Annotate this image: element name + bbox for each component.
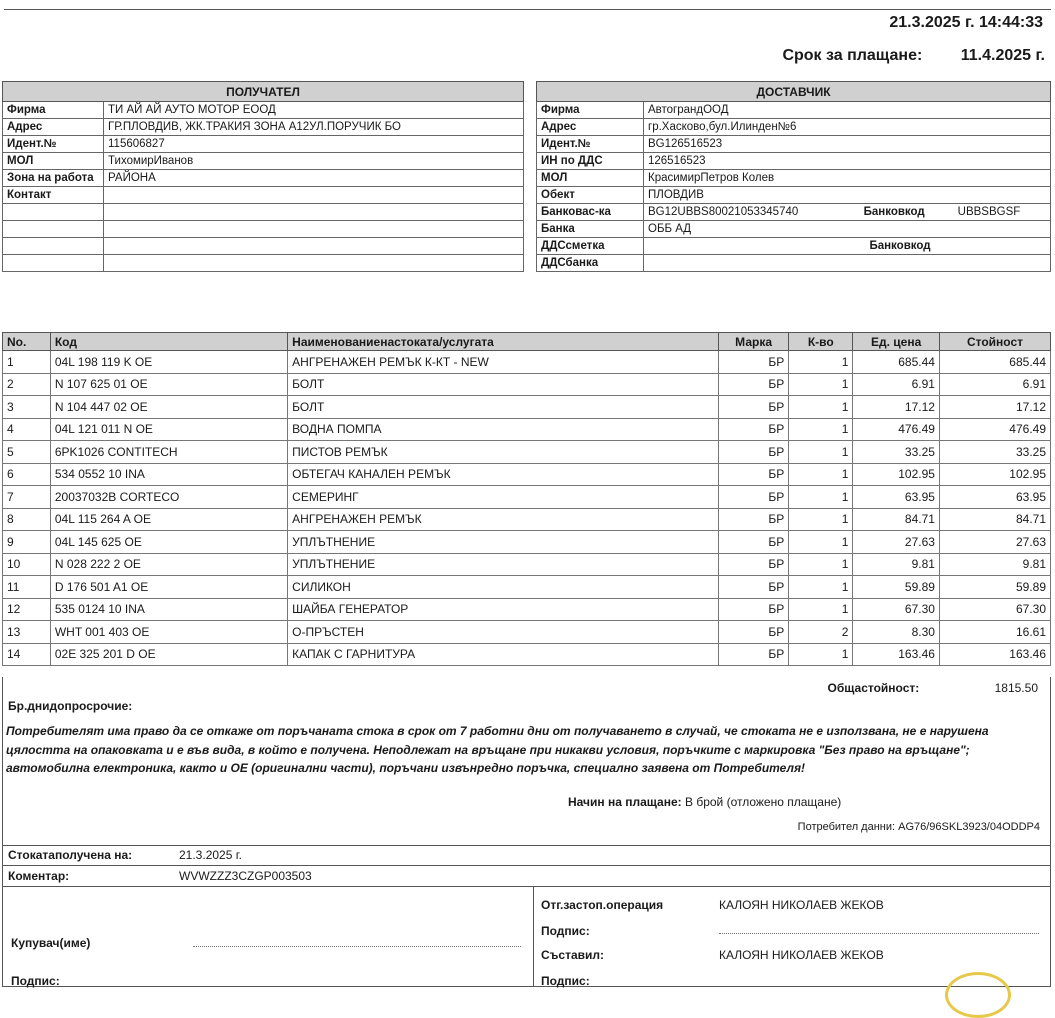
recipient-box (2, 81, 524, 272)
item-code: 20037032B CORTECO (50, 486, 287, 509)
item-code: 04L 115 264 A OE (50, 508, 287, 531)
item-name: ПИСТОВ РЕМЪК (288, 441, 719, 464)
recipient-field-value: ГР.ПЛОВДИВ, ЖК.ТРАКИЯ ЗОНА А12УЛ.ПОРУЧИК БО (104, 119, 524, 136)
supplier-mol: КрасимирПетров Колев (644, 170, 1051, 187)
col-name: Наименованиенастоката/услугата (288, 333, 719, 351)
item-name: АНГРЕНАЖЕН РЕМЪК (288, 508, 719, 531)
item-unit-price: 33.25 (853, 441, 940, 464)
item-qty: 1 (789, 531, 853, 554)
col-qty: К-во (789, 333, 853, 351)
item-value: 9.81 (939, 553, 1050, 576)
item-qty: 1 (789, 441, 853, 464)
recipient-field-label (3, 255, 104, 272)
recipient-title: ПОЛУЧАТЕЛ (3, 82, 524, 102)
item-qty: 1 (789, 351, 853, 374)
recipient-row (3, 187, 524, 204)
item-unit-price: 163.46 (853, 643, 940, 666)
item-unit: БР (718, 351, 788, 374)
recipient-field-value (104, 187, 524, 204)
received-value: 21.3.2025 г. (179, 848, 242, 862)
item-name: ШАЙБА ГЕНЕРАТОР (288, 598, 719, 621)
composer-signature-label: Подпис: (541, 974, 590, 988)
recipient-row (3, 136, 524, 153)
item-qty: 1 (789, 486, 853, 509)
supplier-bank-account: BG12UBBS80021053345740 (644, 204, 860, 221)
recipient-field-label: Зона на работа (3, 170, 104, 187)
item-unit-price: 6.91 (853, 373, 940, 396)
table-row (3, 553, 1051, 576)
item-unit-price: 27.63 (853, 531, 940, 554)
item-name: О-ПРЪСТЕН (288, 621, 719, 644)
consumer-data (798, 821, 1040, 833)
composer-value: КАЛОЯН НИКОЛАЕВ ЖЕКОВ (719, 948, 884, 962)
item-unit: БР (718, 598, 788, 621)
recipient-row (3, 119, 524, 136)
received-label: Стокатаполучена на: (8, 848, 133, 862)
item-unit: БР (718, 486, 788, 509)
item-no: 5 (3, 441, 51, 464)
table-row (3, 418, 1051, 441)
col-code: Код (50, 333, 287, 351)
table-row (3, 351, 1051, 374)
item-value: 16.61 (939, 621, 1050, 644)
recipient-field-label (3, 204, 104, 221)
item-name: СЕМЕРИНГ (288, 486, 719, 509)
col-no: No. (3, 333, 51, 351)
supplier-bank: ОББ АД (644, 221, 1051, 238)
item-no: 2 (3, 373, 51, 396)
item-no: 6 (3, 463, 51, 486)
recipient-field-value: ТИ АЙ АЙ АУТО МОТОР ЕООД (104, 102, 524, 119)
item-unit-price: 63.95 (853, 486, 940, 509)
item-unit: БР (718, 463, 788, 486)
item-code: D 176 501 A1 OE (50, 576, 287, 599)
item-unit-price: 685.44 (853, 351, 940, 374)
recipient-field-label (3, 238, 104, 255)
item-name: УПЛЪТНЕНИЕ (288, 553, 719, 576)
item-value: 685.44 (939, 351, 1050, 374)
item-no: 4 (3, 418, 51, 441)
item-qty: 1 (789, 463, 853, 486)
supplier-vat-account-label: ДДСсметка (537, 238, 644, 255)
recipient-field-value: ТихомирИванов (104, 153, 524, 170)
supplier-company-label: Фирма (537, 102, 644, 119)
recipient-row (3, 153, 524, 170)
item-code: N 107 625 01 OE (50, 373, 287, 396)
items-table (2, 332, 1051, 666)
item-code: 535 0124 10 INA (50, 598, 287, 621)
item-value: 59.89 (939, 576, 1050, 599)
payment-method-label: Начин на плащане: (568, 795, 682, 809)
recipient-row (3, 204, 524, 221)
item-no: 14 (3, 643, 51, 666)
table-row (3, 486, 1051, 509)
table-row (3, 373, 1051, 396)
supplier-object-label: Обект (537, 187, 644, 204)
item-code: 04L 121 011 N OE (50, 418, 287, 441)
buyer-signature-label: Подпис: (11, 974, 60, 988)
supplier-vat-bank (644, 255, 1051, 272)
recipient-field-value: 115606827 (104, 136, 524, 153)
recipient-row (3, 221, 524, 238)
item-qty: 1 (789, 373, 853, 396)
item-unit: БР (718, 418, 788, 441)
item-unit-price: 476.49 (853, 418, 940, 441)
supplier-address: гр.Хасково,бул.Илинден№6 (644, 119, 1051, 136)
recipient-row (3, 255, 524, 272)
item-value: 6.91 (939, 373, 1050, 396)
item-name: БОЛТ (288, 396, 719, 419)
payment-method-value: В брой (отложено плащане) (684, 795, 842, 809)
item-qty: 1 (789, 643, 853, 666)
item-name: СИЛИКОН (288, 576, 719, 599)
invoice-footer (2, 677, 1051, 846)
item-code: WHT 001 403 OE (50, 621, 287, 644)
col-value: Стойност (939, 333, 1050, 351)
item-name: АНГРЕНАЖЕН РЕМЪК К-КТ - NEW (288, 351, 719, 374)
supplier-bank-code: UBBSBGSF (954, 204, 1051, 221)
recipient-field-label: Фирма (3, 102, 104, 119)
recipient-field-label: Контакт (3, 187, 104, 204)
recipient-field-label (3, 221, 104, 238)
total (828, 681, 1039, 695)
table-row (3, 643, 1051, 666)
item-no: 1 (3, 351, 51, 374)
item-no: 7 (3, 486, 51, 509)
item-no: 12 (3, 598, 51, 621)
table-row (3, 531, 1051, 554)
recipient-row (3, 170, 524, 187)
item-unit-price: 17.12 (853, 396, 940, 419)
responsible-signature-line (719, 933, 1039, 934)
item-unit: БР (718, 643, 788, 666)
item-value: 17.12 (939, 396, 1050, 419)
item-code: 04L 145 625 OE (50, 531, 287, 554)
item-unit: БР (718, 531, 788, 554)
item-qty: 2 (789, 621, 853, 644)
item-no: 10 (3, 553, 51, 576)
item-unit-price: 9.81 (853, 553, 940, 576)
item-value: 163.46 (939, 643, 1050, 666)
item-unit: БР (718, 576, 788, 599)
supplier-ident: BG126516523 (644, 136, 1051, 153)
item-code: 04L 198 119 K OE (50, 351, 287, 374)
supplier-bank-code-label: Банковкод (860, 204, 954, 221)
supplier-box (536, 81, 1051, 272)
signature-section (2, 886, 1051, 987)
responsible-label: Отг.застоп.операция (541, 898, 664, 912)
recipient-field-value (104, 221, 524, 238)
item-unit-price: 67.30 (853, 598, 940, 621)
item-unit-price: 8.30 (853, 621, 940, 644)
supplier-object: ПЛОВДИВ (644, 187, 1051, 204)
item-unit-price: 84.71 (853, 508, 940, 531)
comment-label: Коментар: (8, 869, 70, 883)
item-no: 9 (3, 531, 51, 554)
table-row (3, 396, 1051, 419)
item-name: КАПАК С ГАРНИТУРА (288, 643, 719, 666)
stamp-icon (945, 972, 1011, 1018)
item-value: 476.49 (939, 418, 1050, 441)
item-unit-price: 59.89 (853, 576, 940, 599)
supplier-mol-label: МОЛ (537, 170, 644, 187)
item-qty: 1 (789, 576, 853, 599)
table-row (3, 576, 1051, 599)
top-rule (4, 9, 1051, 10)
item-unit-price: 102.95 (853, 463, 940, 486)
item-name: ВОДНА ПОМПА (288, 418, 719, 441)
supplier-vat-bank-label: ДДСбанка (537, 255, 644, 272)
consumer-data-label: Потребител данни: (797, 821, 896, 833)
recipient-field-value (104, 204, 524, 221)
item-value: 27.63 (939, 531, 1050, 554)
item-name: ОБТЕГАЧ КАНАЛЕН РЕМЪК (288, 463, 719, 486)
received-row (2, 845, 1051, 866)
supplier-bank-code2-label: Банковкод (644, 238, 1051, 255)
item-no: 3 (3, 396, 51, 419)
item-no: 11 (3, 576, 51, 599)
overdue-days-label: Бр.днидопросрочие: (8, 699, 133, 713)
table-row (3, 463, 1051, 486)
supplier-bank-account-label: Банковас-ка (537, 204, 644, 221)
item-qty: 1 (789, 553, 853, 576)
item-unit: БР (718, 553, 788, 576)
item-value: 102.95 (939, 463, 1050, 486)
recipient-row (3, 102, 524, 119)
supplier-ident-label: Идент.№ (537, 136, 644, 153)
supplier-company: АвтограндООД (644, 102, 1051, 119)
payment-due (782, 47, 1045, 65)
comment-value: WVWZZZ3CZGP003503 (179, 869, 312, 883)
item-value: 67.30 (939, 598, 1050, 621)
payment-due-value: 11.4.2025 г. (960, 47, 1045, 64)
item-unit: БР (718, 621, 788, 644)
item-qty: 1 (789, 598, 853, 621)
recipient-field-label: Идент.№ (3, 136, 104, 153)
item-unit: БР (718, 508, 788, 531)
item-name: БОЛТ (288, 373, 719, 396)
item-code: N 028 222 2 OE (50, 553, 287, 576)
buyer-label: Купувач(име) (11, 936, 91, 950)
table-row (3, 598, 1051, 621)
consumer-data-value: AG76/96SKL3923/04ODDP4 (898, 821, 1040, 833)
item-code: N 104 447 02 OE (50, 396, 287, 419)
recipient-field-label: Адрес (3, 119, 104, 136)
supplier-bank-label: Банка (537, 221, 644, 238)
table-row (3, 441, 1051, 464)
payment-due-label: Срок за плащане: (782, 47, 923, 64)
item-qty: 1 (789, 418, 853, 441)
supplier-title: ДОСТАВЧИК (537, 82, 1051, 102)
col-unit: Марка (718, 333, 788, 351)
item-code: 534 0552 10 INA (50, 463, 287, 486)
supplier-address-label: Адрес (537, 119, 644, 136)
item-unit: БР (718, 396, 788, 419)
total-value: 1815.50 (994, 681, 1038, 695)
composer-label: Съставил: (541, 948, 605, 962)
item-unit: БР (718, 373, 788, 396)
table-row (3, 508, 1051, 531)
responsible-value: КАЛОЯН НИКОЛАЕВ ЖЕКОВ (719, 898, 884, 912)
item-code: 02E 325 201 D OE (50, 643, 287, 666)
item-no: 13 (3, 621, 51, 644)
item-qty: 1 (789, 508, 853, 531)
supplier-vat-label: ИН по ДДС (537, 153, 644, 170)
item-no: 8 (3, 508, 51, 531)
item-qty: 1 (789, 396, 853, 419)
total-label: Общастойност: (827, 681, 920, 695)
recipient-field-value (104, 238, 524, 255)
signature-divider (533, 886, 534, 986)
comment-row (2, 866, 1051, 887)
item-unit: БР (718, 441, 788, 464)
supplier-vat: 126516523 (644, 153, 1051, 170)
item-code: 6PK1026 CONTITECH (50, 441, 287, 464)
col-unit-price: Ед. цена (853, 333, 940, 351)
recipient-row (3, 238, 524, 255)
recipient-field-value (104, 255, 524, 272)
table-row (3, 621, 1051, 644)
buyer-line (193, 946, 521, 947)
recipient-field-label: МОЛ (3, 153, 104, 170)
issue-datetime: 21.3.2025 г. 14:44:33 (889, 14, 1043, 31)
responsible-signature-label: Подпис: (541, 924, 590, 938)
item-value: 33.25 (939, 441, 1050, 464)
recipient-field-value: РАЙОНА (104, 170, 524, 187)
return-policy-text: Потребителят има право да се откаже от поръчаната стока в срок от 7 работни дни от получаването в случай, че стоката не е използвана, не е нарушена цялостта на опаковката и е във вида, в който е получена. Неподлежат на връщане при никакви условия, поръчките с маркировка "Без право на връщане"; автомобилна електроника, както и OE (оригинални части), поръчани извънредно поръчка, специално заявена от Потребителя! (6, 724, 989, 775)
item-value: 63.95 (939, 486, 1050, 509)
item-value: 84.71 (939, 508, 1050, 531)
items-header-row (3, 333, 1051, 351)
payment-method (568, 795, 841, 809)
item-name: УПЛЪТНЕНИЕ (288, 531, 719, 554)
